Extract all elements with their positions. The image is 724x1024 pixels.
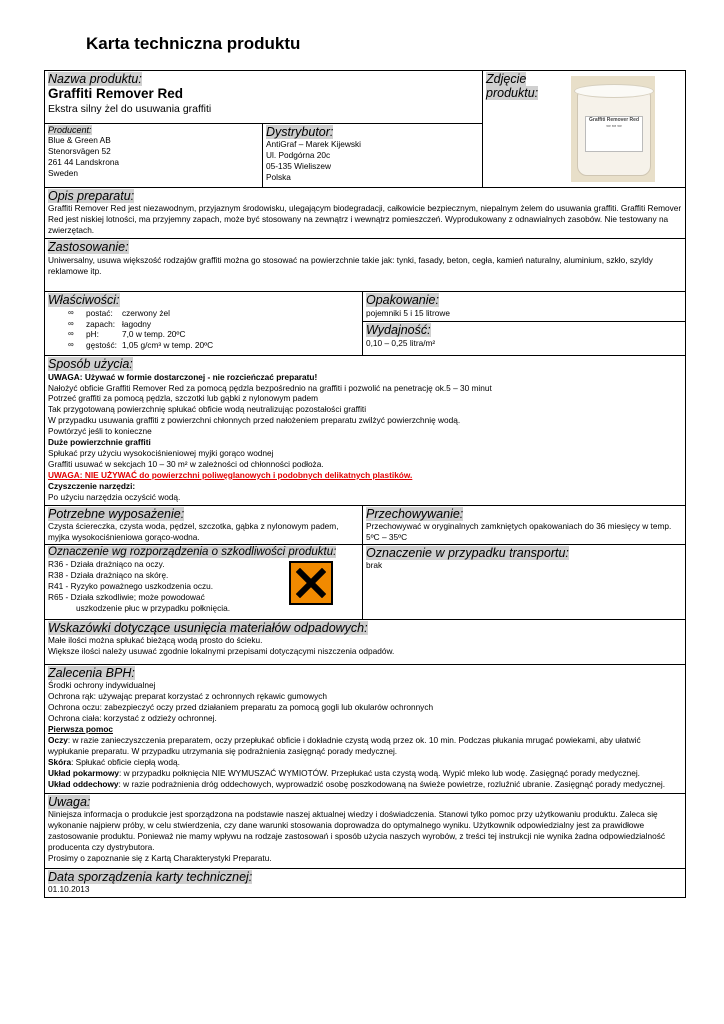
distributor-line: AntiGraf – Marek Kijewski	[266, 139, 361, 150]
properties-row	[45, 291, 685, 355]
distributor-line: Polska	[266, 172, 291, 183]
cleaning-header: Czyszczenie narzędzi:	[48, 480, 136, 491]
product-left	[45, 71, 483, 187]
page-title: Karta techniczna produktu	[86, 34, 301, 53]
usage-text: Uniwersalny, usuwa większość rodzajów graffiti można go stosować na powierzchnie takie jak: tynki, fasady, beton, cegła, kamień naturalny, aluminium, szkło, szyldy reklamowe itp.	[48, 254, 653, 276]
method-warning: UWAGA: Używać w formie dostarczonej - nie rozcieńczać preparatu!	[48, 371, 318, 382]
bhp-header: Zalecenia BPH:	[48, 665, 135, 680]
waste-line: Większe ilości należy usuwać zgodnie lokalnymi przepisami dotyczącymi niszczenia odpadów.	[48, 646, 395, 657]
bucket-label-text: Graffiti Remover Red	[588, 117, 639, 123]
transport-cell	[363, 545, 685, 619]
equipment-header: Potrzebne wyposażenie:	[48, 506, 185, 521]
first-aid-header: Pierwsza pomoc	[48, 723, 114, 734]
properties-header: Właściwości:	[48, 293, 120, 308]
description-text: Graffiti Remover Red jest niezawodnym, przyjaznym środowisku, ulegającym biodegradacji, całkowicie bezpiecznym, niepalnym żelem do usuwania graffiti. Graffiti Remover Red jest niskiej lotności, ma przyjemny zapach, może być stosowany na zewnątrz i wewnątrz pomieszczeń. Wyprodukowany z odnawialnych zasobów. Nie testowany na zwierzętach.	[48, 203, 682, 236]
note-header: Uwaga:	[48, 794, 91, 809]
list-item: ∞ pH: 7,0 w temp. 20ºC	[68, 329, 186, 340]
packaging-cell	[363, 292, 685, 322]
efficiency-header: Wydajność:	[366, 323, 431, 338]
method-line: Graffiti usuwać w sekcjach 10 – 30 m² w zależności od chłonności podłoża.	[48, 459, 324, 470]
waste-header: Wskazówki dotyczące usunięcia materiałów odpadowych:	[48, 620, 368, 635]
method-line: Powtórzyć jeśli to konieczne	[48, 426, 152, 437]
producer-line: Sweden	[48, 168, 78, 179]
bullet-icon: ∞	[68, 318, 74, 328]
producer-line: Stenorsvägen 52	[48, 146, 111, 157]
product-name-cell	[45, 71, 482, 123]
distributor-line: 05-135 Wieliszew	[266, 161, 332, 172]
distributor-cell	[263, 124, 482, 187]
bullet-icon: ∞	[68, 340, 74, 350]
producer-cell	[45, 124, 263, 187]
equipment-cell	[45, 506, 363, 544]
producer-line: 261 44 Landskrona	[48, 157, 120, 168]
first-aid-respiratory: Układ oddechowy: w razie podrażnienia dróg oddechowych, wyprowadzić osobę poszkodowaną na świeże powietrze, rozluźnić ubranie. Zasięgnąć porady medycznej.	[48, 778, 666, 789]
hazard-header: Oznaczenie wg rozporządzenia o szkodliwości produktu:	[48, 545, 337, 558]
method-line: Tak przygotowaną powierzchnię spłukać obficie wodą neutralizując pozostałości graffiti	[48, 404, 367, 415]
hazard-cell	[45, 545, 363, 619]
product-header: Nazwa produktu:	[48, 72, 142, 86]
packaging-header: Opakowanie:	[366, 293, 439, 308]
date-header: Data sporządzenia karty technicznej:	[48, 869, 253, 884]
storage-text: Przechowywać w oryginalnych zamkniętych opakowaniach do 36 miesięcy w temp. 5ºC – 35ºC	[366, 521, 672, 543]
photo-header: Zdjęcie produktu:	[486, 72, 539, 101]
usage-header: Zastosowanie:	[48, 240, 129, 255]
bullet-icon: ∞	[68, 329, 74, 339]
bhp-line: Środki ochrony indywidualnej	[48, 680, 156, 691]
method-row	[45, 355, 685, 505]
waste-line: Małe ilości można spłukać bieżącą wodą prosto do ścieku.	[48, 635, 263, 646]
product-photo: Graffiti Remover Red ▭ ▭ ▭	[571, 76, 655, 182]
packaging-text: pojemniki 5 i 15 litrowe	[366, 307, 450, 318]
waste-row	[45, 619, 685, 664]
producer-header: Producent:	[48, 125, 92, 135]
properties-cell	[45, 292, 363, 355]
description-header: Opis preparatu:	[48, 189, 135, 203]
hazard-row	[45, 544, 685, 619]
producer-line: Blue & Green AB	[48, 135, 111, 146]
transport-text: brak	[366, 560, 383, 571]
distributor-line: Ul. Podgórna 20c	[266, 150, 331, 161]
equipment-text: Czysta ściereczka, czysta woda, pędzel, szczotka, gąbka z nylonowym padem, myjka wysokociśnieniowa gorąco-wodna.	[48, 521, 339, 543]
product-sheet	[44, 70, 686, 898]
company-row	[45, 123, 482, 187]
storage-header: Przechowywanie:	[366, 506, 464, 521]
efficiency-cell	[363, 322, 685, 355]
large-surfaces-header: Duże powierzchnie graffiti	[48, 437, 151, 448]
list-item: ∞ postać: czerwony żel	[68, 307, 170, 318]
product-name: Graffiti Remover Red	[48, 86, 184, 102]
method-header: Sposób użycia:	[48, 357, 133, 372]
photo-cell	[483, 71, 685, 187]
harmful-hazard-icon	[289, 561, 333, 605]
bhp-row	[45, 664, 685, 793]
transport-header: Oznaczenie w przypadku transportu:	[366, 545, 569, 560]
plastics-warning: UWAGA: NIE UŻYWAĆ do powierzchni poliwęglanowych i podobnych delikatnych plastików.	[48, 470, 413, 480]
date-row	[45, 868, 685, 897]
list-item: ∞ zapach: łagodny	[68, 318, 152, 329]
bhp-line: Ochrona oczu: zabezpieczyć oczy przed działaniem preparatu za pomocą gogli lub okularów ochronnych	[48, 702, 434, 713]
date-value: 01.10.2013	[48, 884, 90, 894]
usage-row	[45, 238, 685, 291]
bhp-line: Ochrona ciała: korzystać z odzieży ochronnej.	[48, 713, 217, 723]
method-line: Nałożyć obficie Graffiti Remover Red za pomocą pędzla bezpośrednio na graffiti i pozwolić na penetrację ok.5 – 30 minut	[48, 382, 492, 393]
description-row	[45, 187, 685, 238]
list-item: ∞ gęstość: 1,05 g/cm³ w temp. 20ºC	[68, 340, 214, 351]
product-row	[45, 71, 685, 187]
note-text: Niniejsza informacja o produkcie jest sporządzona na podstawie naszej aktualnej wiedzy i doświadczenia. Stanowi tylko pomoc przy użytkowaniu produktu. Zaleca się wykonanie najpierw próby, w celu stwierdzenia, czy dane warunki stosowania doprowadza do optymalnego wyniku. Użytkownik odpowiedzialny jest za prawidłowe zastosowanie produktu. Ponieważ nie mamy wpływu na rodzaje zastosowań i sposób użycia naszych wyrobów, z treści tej instrukcji nie wynika żadna odpowiedzialność producenta czy dystrybutora.	[48, 808, 666, 852]
first-aid-skin: Skóra: Spłukać obficie ciepłą wodą.	[48, 756, 180, 767]
hazard-line: uszkodzenie płuc w przypadku połknięcia.	[76, 602, 231, 613]
bhp-line: Ochrona rąk: używając preparat korzystać z ochronnych rękawic gumowych	[48, 691, 327, 702]
product-subtitle: Ekstra silny żel do usuwania graffiti	[48, 103, 212, 116]
method-line: W przypadku usuwania graffiti z powierzchni chłonnych przed nałożeniem preparatu zwilżyć powierzchnię wodą.	[48, 415, 461, 426]
equipment-row	[45, 505, 685, 544]
efficiency-text: 0,10 – 0,25 litra/m²	[366, 337, 436, 348]
first-aid-digestive: Układ pokarmowy: w przypadku połknięcia NIE WYMUSZAĆ WYMIOTÓW. Przepłukać usta czystą wodą. Wypić mleko lub wodę. Zasięgnąć porady medycznej.	[48, 767, 640, 778]
packaging-column	[363, 292, 685, 355]
hazard-line: R41 - Ryzyko poważnego uszkodzenia oczu.	[48, 580, 214, 591]
note-row	[45, 793, 685, 868]
properties-list	[48, 308, 359, 352]
hazard-line: R65 - Działa szkodliwie; może powodować	[48, 591, 205, 602]
note-text-2: Prosimy o zapoznanie się z Kartą Charakterystyki Preparatu.	[48, 852, 272, 863]
storage-cell	[363, 506, 685, 544]
bullet-icon: ∞	[68, 307, 74, 317]
distributor-header: Dystrybutor:	[266, 125, 334, 139]
method-line: Potrzeć graffiti za pomocą pędzla, szczotki lub gąbki z nylonowym padem	[48, 393, 319, 404]
method-line: Spłukać przy użyciu wysokociśnieniowej myjki gorąco wodnej	[48, 448, 274, 459]
hazard-line: R38 - Działa drażniąco na skórę.	[48, 569, 169, 580]
hazard-line: R36 - Działa drażniąco na oczy.	[48, 559, 165, 570]
first-aid-eyes: Oczy: w razie zanieczyszczenia preparatem, oczy przepłukać obficie i dokładnie czystą wodą przez ok. 10 min. Podczas płukania mrugać powiekami, aby ułatwić wypłukanie preparatu. W przypadku utrzymania się podrażnienia zasięgnąć porady medycznej.	[48, 734, 641, 756]
cleaning-text: Po użyciu narzędzia oczyścić wodą.	[48, 491, 181, 502]
